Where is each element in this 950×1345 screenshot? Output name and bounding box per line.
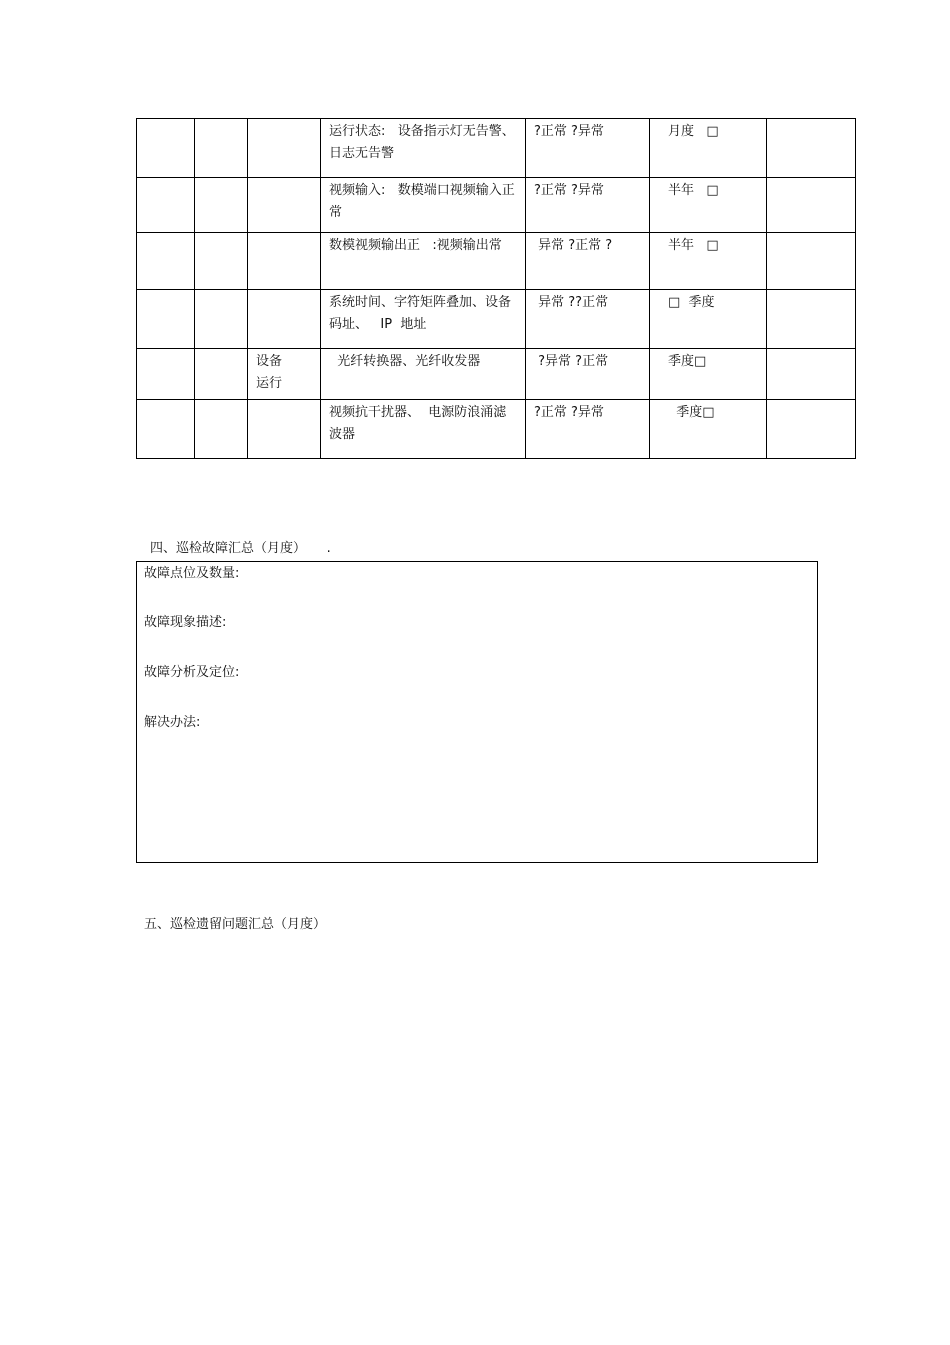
- table-row: [137, 290, 856, 349]
- remarks-cell: [767, 233, 856, 290]
- table-row: [137, 178, 856, 233]
- table-row: [137, 400, 856, 459]
- status-checkbox-cell[interactable]: 异常 ??正常: [526, 290, 650, 349]
- frequency-cell[interactable]: 半年 □: [650, 233, 767, 290]
- fault-phenomenon-label: 故障现象描述:: [144, 615, 227, 630]
- blank-cell: [137, 400, 195, 459]
- remarks-cell: [767, 290, 856, 349]
- frequency-cell[interactable]: □ 季度: [650, 290, 767, 349]
- item-cell: 视频输入: 数模端口视频输入正常: [321, 178, 526, 233]
- status-checkbox-cell[interactable]: ?正常 ?异常: [526, 400, 650, 459]
- fault-location-label: 故障点位及数量:: [144, 566, 240, 581]
- frequency-cell[interactable]: 季度□: [650, 349, 767, 400]
- blank-cell: [137, 178, 195, 233]
- frequency-cell[interactable]: 月度 □: [650, 119, 767, 178]
- category-cell: 设备 运行: [248, 349, 321, 400]
- table-row: [137, 233, 856, 290]
- item-cell: 系统时间、字符矩阵叠加、设备码址、 IP 地址: [321, 290, 526, 349]
- blank-cell: [195, 178, 248, 233]
- blank-cell: [195, 400, 248, 459]
- table-row: [137, 349, 856, 400]
- fault-analysis-label: 故障分析及定位:: [144, 665, 240, 680]
- frequency-cell[interactable]: 半年 □: [650, 178, 767, 233]
- fault-summary-box[interactable]: [136, 561, 818, 863]
- item-cell: 视频抗干扰器、 电源防浪涌滤波器: [321, 400, 526, 459]
- remarks-cell: [767, 119, 856, 178]
- category-cell: [248, 290, 321, 349]
- status-checkbox-cell[interactable]: ?正常 ?异常: [526, 119, 650, 178]
- frequency-cell[interactable]: 季度□: [650, 400, 767, 459]
- category-cell: [248, 233, 321, 290]
- blank-cell: [195, 233, 248, 290]
- table-row: [137, 119, 856, 178]
- blank-cell: [137, 349, 195, 400]
- remarks-cell: [767, 349, 856, 400]
- category-cell: [248, 400, 321, 459]
- blank-cell: [137, 290, 195, 349]
- blank-cell: [137, 233, 195, 290]
- section5-title: 五、巡检遗留问题汇总（月度）: [144, 917, 327, 932]
- category-cell: [248, 178, 321, 233]
- category-cell: [248, 119, 321, 178]
- remarks-cell: [767, 400, 856, 459]
- solution-label: 解决办法:: [144, 715, 201, 730]
- remarks-cell: [767, 178, 856, 233]
- status-checkbox-cell[interactable]: ?正常 ?异常: [526, 178, 650, 233]
- blank-cell: [195, 290, 248, 349]
- inspection-table: [136, 118, 856, 459]
- item-cell: 运行状态: 设备指示灯无告警、日志无告警: [321, 119, 526, 178]
- blank-cell: [137, 119, 195, 178]
- status-checkbox-cell[interactable]: ?异常 ?正常: [526, 349, 650, 400]
- blank-cell: [195, 119, 248, 178]
- blank-cell: [195, 349, 248, 400]
- status-checkbox-cell[interactable]: 异常 ?正常 ?: [526, 233, 650, 290]
- item-cell: 光纤转换器、光纤收发器: [321, 349, 526, 400]
- section4-title: 四、巡检故障汇总（月度） .: [150, 541, 331, 556]
- item-cell: 数模视频输出正 :视频输出常: [321, 233, 526, 290]
